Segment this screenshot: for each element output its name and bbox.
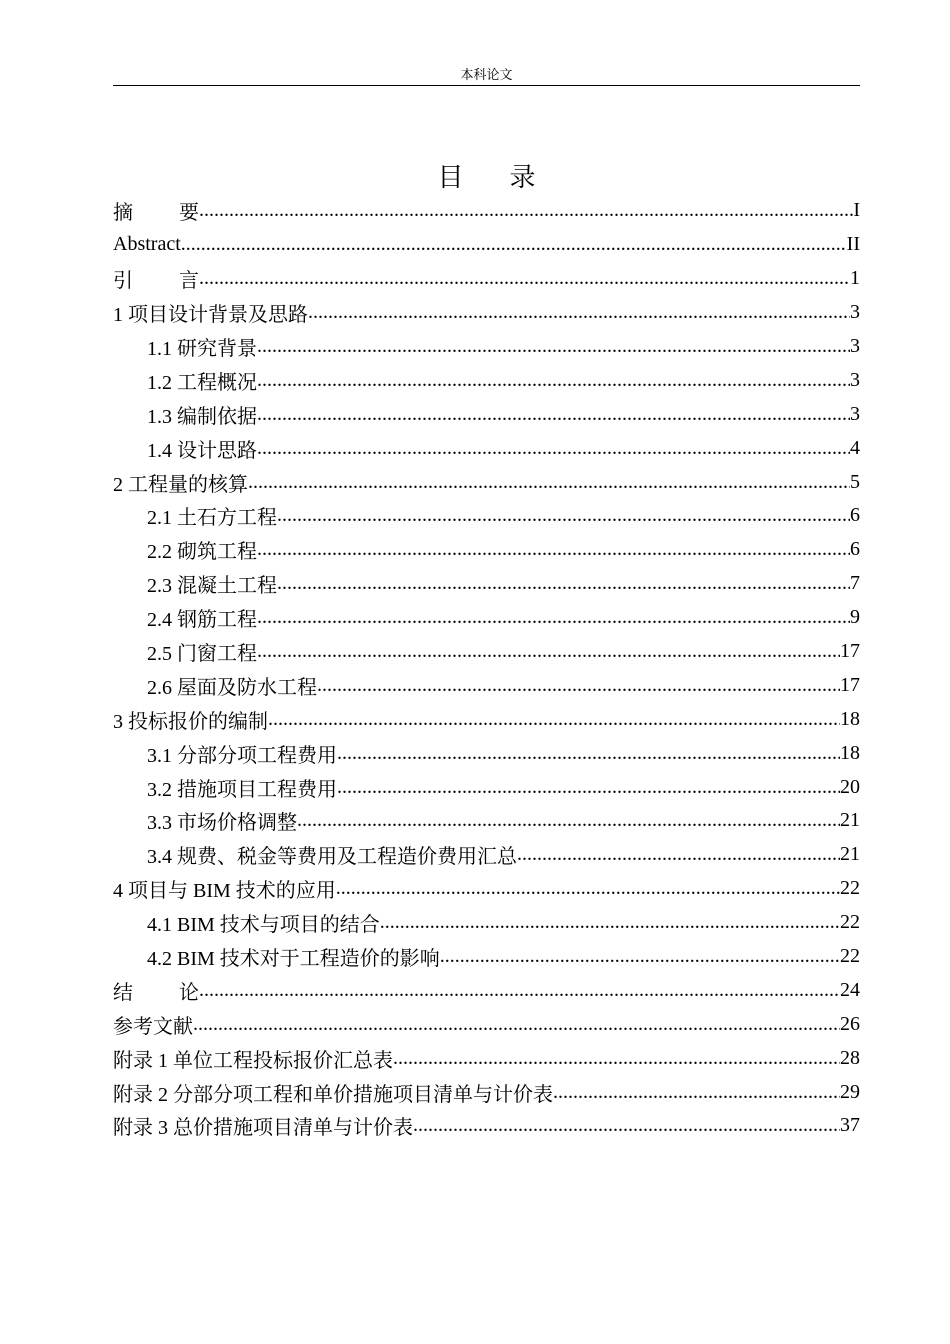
toc-entry[interactable] bbox=[113, 838, 860, 872]
toc-dot-leader bbox=[257, 538, 850, 561]
toc-dot-leader bbox=[440, 945, 840, 968]
toc-entry[interactable] bbox=[113, 736, 860, 770]
toc-entry-page-number: 4 bbox=[850, 436, 860, 459]
toc-entry[interactable] bbox=[113, 1075, 860, 1109]
toc-entry[interactable] bbox=[113, 262, 860, 296]
toc-entry-page-number: 7 bbox=[850, 572, 860, 595]
toc-entry-page-number: 17 bbox=[840, 640, 860, 663]
toc-dot-leader bbox=[257, 437, 850, 460]
toc-entry-label: 1.2 工程概况 bbox=[147, 371, 257, 394]
toc-entry-label: 2.6 屋面及防水工程 bbox=[147, 676, 317, 699]
toc-dot-leader bbox=[517, 843, 840, 866]
toc-entry-page-number: 22 bbox=[840, 945, 860, 968]
toc-entry-label: 摘要 bbox=[113, 202, 199, 225]
toc-dot-leader bbox=[317, 674, 840, 697]
toc-dot-leader bbox=[181, 233, 847, 256]
toc-entry-label: 2.5 门窗工程 bbox=[147, 643, 257, 666]
toc-entry-label: 3.2 措施项目工程费用 bbox=[147, 778, 337, 801]
toc-entry-page-number: 9 bbox=[850, 606, 860, 629]
toc-dot-leader bbox=[257, 369, 850, 392]
toc-entry[interactable] bbox=[113, 1007, 860, 1041]
toc-dot-leader bbox=[248, 471, 850, 494]
toc-entry-label: 4.2 BIM 技术对于工程造价的影响 bbox=[147, 948, 440, 971]
toc-entry-label: 4.1 BIM 技术与项目的结合 bbox=[147, 914, 380, 937]
toc-entry-label: 1.4 设计思路 bbox=[147, 439, 257, 462]
toc-entry[interactable] bbox=[113, 228, 860, 262]
toc-entry-page-number: 18 bbox=[840, 707, 860, 730]
toc-entry-label: 3.1 分部分项工程费用 bbox=[147, 744, 337, 767]
toc-entry[interactable] bbox=[113, 702, 860, 736]
toc-entry-page-number: 24 bbox=[840, 978, 860, 1001]
toc-dot-leader bbox=[193, 1013, 840, 1036]
toc-entry-label: 附录 1 单位工程投标报价汇总表 bbox=[113, 1049, 393, 1072]
toc-entry-label: 附录 2 分部分项工程和单价措施项目清单与计价表 bbox=[113, 1083, 553, 1106]
toc-entry[interactable] bbox=[113, 940, 860, 974]
toc-dot-leader bbox=[336, 877, 840, 900]
toc-entry-page-number: II bbox=[846, 233, 860, 256]
toc-entry-label: Abstract bbox=[113, 233, 181, 256]
toc-entry-label: 附录 3 总价措施项目清单与计价表 bbox=[113, 1117, 413, 1140]
toc-dot-leader bbox=[277, 504, 850, 527]
page-running-header: 本科论文 bbox=[460, 67, 513, 82]
toc-entry-page-number: 28 bbox=[840, 1046, 860, 1069]
toc-entry-label: 2.3 混凝土工程 bbox=[147, 575, 277, 598]
toc-dot-leader bbox=[199, 979, 840, 1002]
toc-entry[interactable] bbox=[113, 804, 860, 838]
toc-entry[interactable] bbox=[113, 465, 860, 499]
toc-dot-leader bbox=[308, 301, 850, 324]
toc-dot-leader bbox=[257, 640, 840, 663]
toc-entry-page-number: 21 bbox=[840, 809, 860, 832]
toc-entry-page-number: 18 bbox=[840, 741, 860, 764]
table-of-contents bbox=[113, 194, 860, 1143]
toc-entry[interactable] bbox=[113, 872, 860, 906]
toc-dot-leader bbox=[199, 199, 853, 222]
toc-entry[interactable] bbox=[113, 397, 860, 431]
toc-entry-page-number: 3 bbox=[850, 402, 860, 425]
toc-entry-label: 1 项目设计背景及思路 bbox=[113, 304, 308, 327]
toc-dot-leader bbox=[257, 335, 850, 358]
toc-dot-leader bbox=[199, 267, 850, 290]
toc-entry[interactable] bbox=[113, 1109, 860, 1143]
toc-dot-leader bbox=[257, 403, 850, 426]
toc-dot-leader bbox=[393, 1047, 840, 1070]
toc-dot-leader bbox=[337, 742, 840, 765]
toc-entry-page-number: 3 bbox=[850, 301, 860, 324]
toc-entry-label: 2.2 砌筑工程 bbox=[147, 541, 257, 564]
toc-entry[interactable] bbox=[113, 668, 860, 702]
toc-entry[interactable] bbox=[113, 770, 860, 804]
toc-entry-label: 2 工程量的核算 bbox=[113, 473, 248, 496]
toc-entry-label: 3.4 规费、税金等费用及工程造价费用汇总 bbox=[147, 846, 517, 869]
toc-dot-leader bbox=[380, 911, 840, 934]
toc-dot-leader bbox=[277, 572, 850, 595]
toc-entry-page-number: 1 bbox=[850, 267, 860, 290]
toc-entry-label: 3 投标报价的编制 bbox=[113, 710, 268, 733]
toc-entry-page-number: 26 bbox=[840, 1012, 860, 1035]
toc-entry-label: 引言 bbox=[113, 270, 199, 293]
toc-entry-label: 1.3 编制依据 bbox=[147, 405, 257, 428]
toc-entry-page-number: 29 bbox=[840, 1080, 860, 1103]
toc-entry[interactable] bbox=[113, 363, 860, 397]
toc-entry[interactable] bbox=[113, 533, 860, 567]
toc-entry-page-number: 17 bbox=[840, 673, 860, 696]
toc-dot-leader bbox=[413, 1114, 840, 1137]
toc-entry-label: 1.1 研究背景 bbox=[147, 338, 257, 360]
toc-title: 目录 bbox=[437, 163, 582, 192]
toc-entry-page-number: 5 bbox=[850, 470, 860, 493]
toc-entry[interactable] bbox=[113, 194, 860, 228]
toc-entry-page-number: 21 bbox=[840, 843, 860, 866]
toc-entry-page-number: 3 bbox=[850, 368, 860, 391]
toc-entry[interactable] bbox=[113, 906, 860, 940]
toc-entry-label: 结论 bbox=[113, 981, 199, 1004]
toc-entry-page-number: 37 bbox=[840, 1114, 860, 1137]
header-divider bbox=[113, 85, 860, 86]
toc-entry-page-number: 3 bbox=[850, 335, 860, 357]
toc-entry[interactable] bbox=[113, 567, 860, 601]
toc-entry-page-number: 6 bbox=[850, 538, 860, 561]
toc-entry-label: 2.4 钢筋工程 bbox=[147, 609, 257, 632]
toc-entry-label: 参考文献 bbox=[113, 1015, 193, 1038]
toc-entry[interactable] bbox=[113, 601, 860, 635]
toc-dot-leader bbox=[553, 1081, 840, 1104]
toc-entry-page-number: 22 bbox=[840, 877, 860, 900]
toc-entry-page-number: 6 bbox=[850, 504, 860, 527]
toc-entry[interactable] bbox=[113, 499, 860, 533]
toc-entry[interactable] bbox=[113, 296, 860, 330]
toc-entry[interactable] bbox=[113, 431, 860, 465]
toc-entry[interactable] bbox=[113, 635, 860, 669]
toc-entry-label: 4 项目与 BIM 技术的应用 bbox=[113, 880, 336, 903]
toc-entry-page-number: I bbox=[853, 199, 860, 222]
toc-entry[interactable] bbox=[113, 330, 860, 364]
toc-dot-leader bbox=[337, 776, 840, 799]
toc-entry-label: 3.3 市场价格调整 bbox=[147, 812, 297, 835]
toc-dot-leader bbox=[257, 606, 850, 629]
toc-entry-page-number: 20 bbox=[840, 775, 860, 798]
toc-entry[interactable] bbox=[113, 973, 860, 1007]
toc-entry[interactable] bbox=[113, 1041, 860, 1075]
toc-entry-page-number: 22 bbox=[840, 911, 860, 934]
toc-dot-leader bbox=[297, 809, 840, 832]
toc-dot-leader bbox=[268, 708, 840, 731]
toc-entry-label: 2.1 土石方工程 bbox=[147, 507, 277, 530]
